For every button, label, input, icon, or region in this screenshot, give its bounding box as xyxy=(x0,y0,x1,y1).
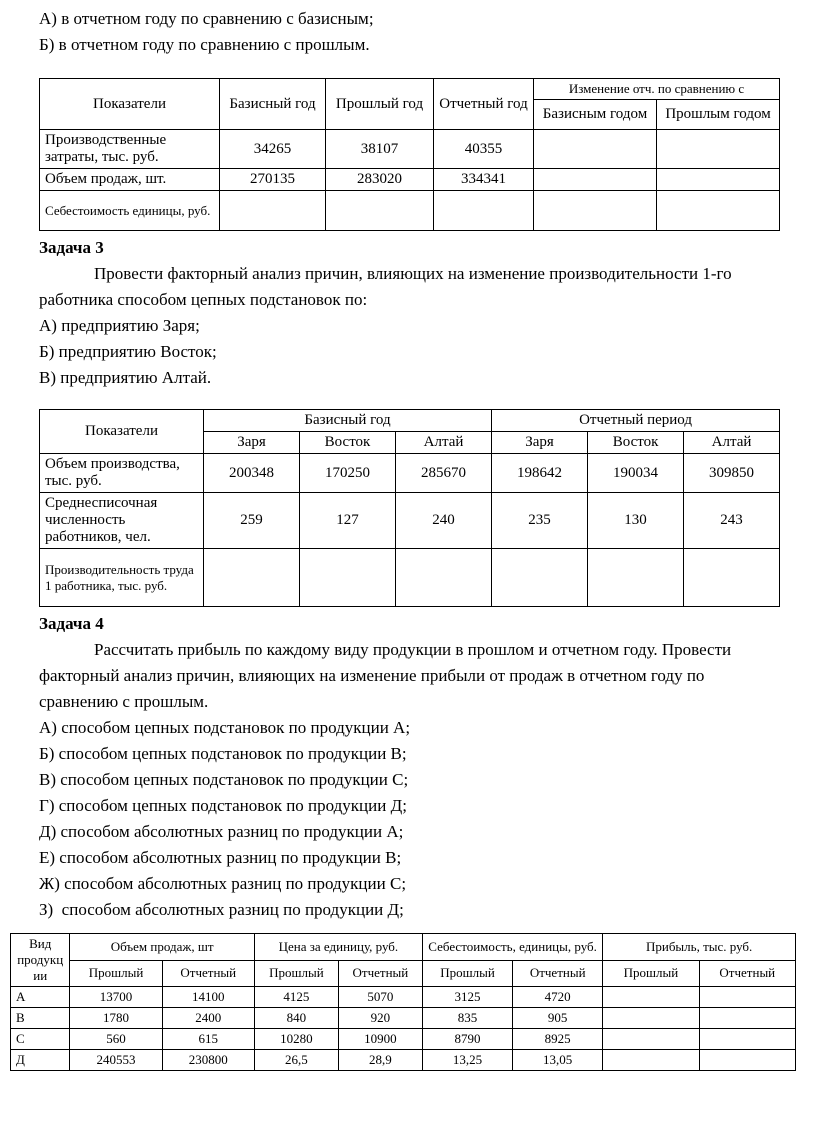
table-cell: 13,25 xyxy=(422,1050,512,1071)
table-row xyxy=(40,169,780,191)
table-cell xyxy=(588,549,684,607)
col-header-zarya-base: Заря xyxy=(204,432,300,454)
table-row xyxy=(40,454,780,493)
col-header-report: Отчетный xyxy=(162,960,254,987)
col-header-report: Отчетный xyxy=(513,960,603,987)
col-header-prev: Прошлый xyxy=(254,960,338,987)
col-header-altai-base: Алтай xyxy=(396,432,492,454)
table-cell xyxy=(492,549,588,607)
col-header-base-group: Базисный год xyxy=(204,410,492,432)
table-cell: 230800 xyxy=(162,1050,254,1071)
col-header-product-kind: Вид продукции xyxy=(11,934,70,987)
col-header-base-year: Базисный год xyxy=(220,79,326,130)
table-row xyxy=(40,191,780,231)
table-cell: 190034 xyxy=(588,454,684,493)
table-cell: 198642 xyxy=(492,454,588,493)
table-header-row xyxy=(40,79,780,100)
table-row xyxy=(11,1050,796,1071)
col-header-report-year: Отчетный год xyxy=(434,79,534,130)
table-products-profit xyxy=(10,933,796,1071)
table-cell xyxy=(396,549,492,607)
table-cell: 235 xyxy=(492,493,588,549)
list-item: Б) предприятию Восток; xyxy=(39,342,217,361)
row-label: В xyxy=(11,1008,70,1029)
table-cell: 14100 xyxy=(162,987,254,1008)
row-label: Производственные затраты, тыс. руб. xyxy=(40,130,220,169)
table-cell: 560 xyxy=(70,1029,162,1050)
col-header-altai-report: Алтай xyxy=(684,432,780,454)
table-costs-comparison xyxy=(39,78,780,231)
task4-title: Задача 4 xyxy=(39,614,104,633)
list-item: А) предприятию Заря; xyxy=(39,316,200,335)
table-cell: 240553 xyxy=(70,1050,162,1071)
col-header-report: Отчетный xyxy=(699,960,795,987)
col-header-profit: Прибыль, тыс. руб. xyxy=(603,934,796,961)
table-cell: 840 xyxy=(254,1008,338,1029)
table-cell xyxy=(699,987,795,1008)
table-cell xyxy=(657,191,780,231)
list-item: В) способом цепных подстановок по продукции С; xyxy=(39,770,409,789)
table-cell xyxy=(699,1029,795,1050)
list-item: Е) способом абсолютных разниц по продукции В; xyxy=(39,848,402,867)
task3-intro: Провести факторный анализ причин, влияющих на изменение производительности 1-го работника способом цепных подстановок по: xyxy=(39,264,732,309)
intro-line-b: Б) в отчетном году по сравнению с прошлым. xyxy=(39,35,370,54)
table-cell: 130 xyxy=(588,493,684,549)
intro-line-a: А) в отчетном году по сравнению с базисным; xyxy=(39,9,374,28)
col-header-sales-volume: Объем продаж, шт xyxy=(70,934,254,961)
table-cell xyxy=(204,549,300,607)
col-header-change-group: Изменение отч. по сравнению с xyxy=(534,79,780,100)
row-label: Среднесписочная численность работников, чел. xyxy=(40,493,204,549)
table-cell: 920 xyxy=(338,1008,422,1029)
row-label: Себестоимость единицы, руб. xyxy=(40,191,220,231)
table-cell: 835 xyxy=(422,1008,512,1029)
col-header-indicators: Показатели xyxy=(40,410,204,454)
table-cell: 3125 xyxy=(422,987,512,1008)
row-label: С xyxy=(11,1029,70,1050)
table-cell xyxy=(534,130,657,169)
col-header-vostok-report: Восток xyxy=(588,432,684,454)
col-header-change-base: Базисным годом xyxy=(534,100,657,130)
col-header-report-group: Отчетный период xyxy=(492,410,780,432)
table-cell xyxy=(300,549,396,607)
col-header-report: Отчетный xyxy=(338,960,422,987)
table-cell: 26,5 xyxy=(254,1050,338,1071)
col-header-indicators: Показатели xyxy=(40,79,220,130)
table-cell xyxy=(657,169,780,191)
table-cell: 4720 xyxy=(513,987,603,1008)
table-cell: 28,9 xyxy=(338,1050,422,1071)
table-subheader-row xyxy=(11,960,796,987)
task3-title: Задача 3 xyxy=(39,238,104,257)
row-label: Объем производства, тыс. руб. xyxy=(40,454,204,493)
list-item: А) способом цепных подстановок по продукции А; xyxy=(39,718,411,737)
table-cell: 40355 xyxy=(434,130,534,169)
table-cell: 905 xyxy=(513,1008,603,1029)
list-item: Ж) способом абсолютных разниц по продукции С; xyxy=(39,874,407,893)
table-cell: 8790 xyxy=(422,1029,512,1050)
table-cell: 13,05 xyxy=(513,1050,603,1071)
table-cell: 285670 xyxy=(396,454,492,493)
row-label: Объем продаж, шт. xyxy=(40,169,220,191)
col-header-vostok-base: Восток xyxy=(300,432,396,454)
table-cell xyxy=(220,191,326,231)
table-row xyxy=(11,1029,796,1050)
table-cell xyxy=(603,1008,699,1029)
list-item: Б) способом цепных подстановок по продукции В; xyxy=(39,744,407,763)
list-item: Д) способом абсолютных разниц по продукции А; xyxy=(39,822,404,841)
table-cell: 259 xyxy=(204,493,300,549)
table-cell: 170250 xyxy=(300,454,396,493)
table-cell: 10900 xyxy=(338,1029,422,1050)
table-cell xyxy=(684,549,780,607)
table-row xyxy=(40,130,780,169)
table-cell xyxy=(603,1050,699,1071)
table-cell: 309850 xyxy=(684,454,780,493)
table-cell xyxy=(534,169,657,191)
col-header-change-prev: Прошлым годом xyxy=(657,100,780,130)
col-header-unit-price: Цена за единицу, руб. xyxy=(254,934,422,961)
table-cell: 200348 xyxy=(204,454,300,493)
table-cell xyxy=(534,191,657,231)
table-cell: 13700 xyxy=(70,987,162,1008)
row-label: А xyxy=(11,987,70,1008)
col-header-prev: Прошлый xyxy=(70,960,162,987)
table-cell xyxy=(603,987,699,1008)
table-enterprises xyxy=(39,409,780,607)
col-header-prev: Прошлый xyxy=(603,960,699,987)
table-cell: 4125 xyxy=(254,987,338,1008)
table-cell: 38107 xyxy=(326,130,434,169)
table-cell xyxy=(326,191,434,231)
table-cell xyxy=(699,1008,795,1029)
table-row xyxy=(11,1008,796,1029)
task4-intro: Рассчитать прибыль по каждому виду продукции в прошлом и отчетном году. Провести факторный анализ причин, влияющих на изменение прибыли от продаж в отчетном году по сравнению с прошлым. xyxy=(39,640,732,711)
task3-items xyxy=(39,313,777,391)
table-cell xyxy=(699,1050,795,1071)
table-row xyxy=(11,987,796,1008)
row-label: Д xyxy=(11,1050,70,1071)
table-cell: 5070 xyxy=(338,987,422,1008)
table-cell: 10280 xyxy=(254,1029,338,1050)
table-cell: 8925 xyxy=(513,1029,603,1050)
table-header-row xyxy=(40,410,780,432)
list-item: Г) способом цепных подстановок по продукции Д; xyxy=(39,796,407,815)
table-cell: 283020 xyxy=(326,169,434,191)
col-header-unit-cost: Себестоимость, единицы, руб. xyxy=(422,934,602,961)
table-cell: 34265 xyxy=(220,130,326,169)
list-item: В) предприятию Алтай. xyxy=(39,368,212,387)
table-row xyxy=(40,549,780,607)
table-row xyxy=(40,493,780,549)
table-cell: 243 xyxy=(684,493,780,549)
row-label: Производительность труда 1 работника, тыс. руб. xyxy=(40,549,204,607)
table-cell xyxy=(603,1029,699,1050)
table-cell xyxy=(657,130,780,169)
table-cell: 334341 xyxy=(434,169,534,191)
col-header-prev: Прошлый xyxy=(422,960,512,987)
col-header-prev-year: Прошлый год xyxy=(326,79,434,130)
list-item: З) способом абсолютных разниц по продукции Д; xyxy=(39,900,404,919)
table-cell: 1780 xyxy=(70,1008,162,1029)
col-header-zarya-report: Заря xyxy=(492,432,588,454)
task4-items xyxy=(39,715,777,923)
table-cell xyxy=(434,191,534,231)
table-cell: 127 xyxy=(300,493,396,549)
table-header-row xyxy=(11,934,796,961)
table-cell: 2400 xyxy=(162,1008,254,1029)
table-cell: 615 xyxy=(162,1029,254,1050)
table-cell: 270135 xyxy=(220,169,326,191)
table-cell: 240 xyxy=(396,493,492,549)
